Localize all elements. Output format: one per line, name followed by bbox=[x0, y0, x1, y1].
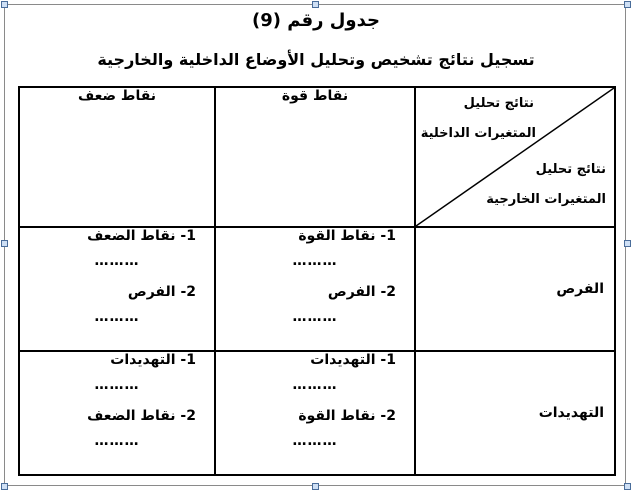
list-item: 1- نقاط الضعف bbox=[87, 228, 196, 244]
column-header-strengths: نقاط قوة bbox=[215, 87, 415, 227]
table-row-opportunities bbox=[19, 227, 615, 351]
cell-strengths-threats bbox=[215, 351, 415, 475]
blank-dots: ……… bbox=[94, 253, 140, 269]
blank-dots: ……… bbox=[292, 253, 338, 269]
cell-weaknesses-threats bbox=[19, 351, 215, 475]
blank-dots: ……… bbox=[292, 433, 338, 449]
table-row-threats bbox=[19, 351, 615, 475]
external-label-line2: المتغيرات الخارجية bbox=[486, 192, 606, 207]
blank-dots: ……… bbox=[94, 377, 140, 393]
resize-handle-top-right[interactable] bbox=[624, 1, 631, 8]
list-item: 2- نقاط القوة bbox=[298, 408, 396, 424]
list-item: 1- التهديدات bbox=[310, 352, 396, 368]
blank-dots: ……… bbox=[292, 377, 338, 393]
swot-table bbox=[18, 86, 616, 476]
external-label-line1: نتائج تحليل bbox=[535, 162, 606, 177]
cell-strengths-opportunities bbox=[215, 227, 415, 351]
table-header-row bbox=[19, 87, 615, 227]
list-item: 2- الفرص bbox=[127, 284, 196, 300]
table-caption: تسجيل نتائج تشخيص وتحليل الأوضاع الداخلية والخارجية bbox=[97, 50, 535, 69]
internal-label-line1: نتائج تحليل bbox=[463, 96, 534, 111]
cell-weaknesses-opportunities bbox=[19, 227, 215, 351]
resize-handle-bottom-center[interactable] bbox=[312, 483, 319, 490]
internal-label-line2: المتغيرات الداخلية bbox=[420, 126, 536, 141]
list-item: 2- الفرص bbox=[327, 284, 396, 300]
resize-handle-top-center[interactable] bbox=[312, 1, 319, 8]
blank-dots: ……… bbox=[94, 433, 140, 449]
list-item: 1- التهديدات bbox=[110, 352, 196, 368]
column-header-weaknesses: نقاط ضعف bbox=[19, 87, 215, 227]
blank-dots: ……… bbox=[94, 309, 140, 325]
table-title: جدول رقم (9) bbox=[252, 10, 380, 31]
resize-handle-middle-left[interactable] bbox=[1, 240, 8, 247]
resize-handle-bottom-right[interactable] bbox=[624, 483, 631, 490]
blank-dots: ……… bbox=[292, 309, 338, 325]
resize-handle-top-left[interactable] bbox=[1, 1, 8, 8]
resize-handle-middle-right[interactable] bbox=[624, 240, 631, 247]
resize-handle-bottom-left[interactable] bbox=[1, 483, 8, 490]
row-label-threats: التهديدات bbox=[415, 351, 615, 475]
row-label-opportunities: الفرص bbox=[415, 227, 615, 351]
list-item: 2- نقاط الضعف bbox=[87, 408, 196, 424]
corner-cell bbox=[415, 87, 615, 227]
list-item: 1- نقاط القوة bbox=[298, 228, 396, 244]
